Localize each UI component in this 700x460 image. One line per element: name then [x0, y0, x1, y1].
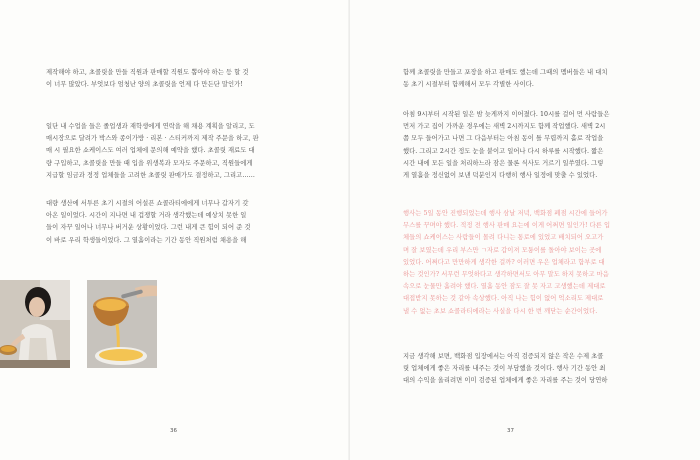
left-paragraph-3: 대량 생산에 서투른 초기 시절의 어설픈 쇼콜라티에에게 너무나 갑자기 갖 아온 일이었다. 시간이 지나면 내 겁쟁할 거라 생각했는데 예상치 못한 일 들이 자꾸 일어나 너무나 버거운 상황이었다. 그런 내게 큰 힘이 되어 준 것 이 바로 우리 학생들이었다. 그 열흘이라는 기간 동안 직원처럼 채용을 해 — [46, 200, 251, 244]
photo-pouring-saucepan — [87, 280, 157, 368]
right-paragraph-2: 아침 9시부터 시작된 일은 밤 늦게까지 이어졌다. 10시를 걸어 먼 사람들은 먼저 가고 집이 가까운 경우에는 새벽 2시까지도 함께 작업했다. 새벽 2시 쯤 모두 들어가고 나면 그 다음부터는 아침 동이 틀 무렵까지 홀로 작업을 했다. 그리고 2시간 정도 눈을 붙이고 일어나 다시 하루를 시작했다. 짧은 시간 내에 모든 일을 처리하느라 잠은 물론 식사도 거르기 일쑤였다. 그렇 게 열흘을 정신없이 보낸 덕분인지 다행히 행사 일정에 맞출 수 있었다. — [403, 111, 610, 180]
photo-woman-cooking — [0, 280, 70, 368]
page-number-left: 36 — [170, 428, 177, 434]
right-paragraph-1: 함께 초콜릿을 만들고 포장을 하고 판매도 했는데 그때의 멤버들은 내 대치 동 초기 시절부터 함께해서 모두 각별한 사이다. — [403, 69, 608, 89]
right-paragraph-highlighted: 행사는 5일 동안 진행되었는데 행사 삼날 저녁, 백화점 폐점 시간에 들어가 무스를 꾸며야 했다. 적정 전 행사 판매 요는에 이게 어쩌면 일인가! 다른 입 체들의 쇼케이스는 사람들이 몰려 다니는 통로에 있었고 배치되어 오고가 며 잘 보였는데 우리 부스만 ㄱ자로 갑이져 모퉁이를 돌아야 보이는 곳에 있었다. 어쩌다고 만만하게 생각한 걸까? 이러면 우은 업체라고 함부로 대 하는 것인가? 서무런 무엇하다고 생각하면서도 아무 말도 하지 못하고 마음 속으로 눈물만 흘려야 했다. 열흘 동안 잠도 잘 못 자고 고생했는데 제대로 대접받지 못하는 것 같아 속상했다. 아직 나는 힘이 없어 억소리도 제대로 낼 수 없는 초보 쇼콜라티에라는 사실을 다시 한 번 깨닫는 순간이었다. — [403, 210, 611, 315]
woman-cooking-illustration — [0, 280, 70, 368]
left-paragraph-1: 제작해야 하고, 초콜릿을 만들 직원과 판매할 직원도 뽑아야 하는 등 할 것 이 너무 많았다. 부엇보다 엄청난 양의 초콜릿을 언제 다 만든단 말인가! — [46, 69, 249, 89]
pouring-saucepan-illustration — [87, 280, 157, 368]
left-paragraph-2: 일단 내 수업을 들은 졸업생과 재학생에게 연락을 해 채용 계획을 알리고, 도 매시장으로 달려가 박스와 종이가방 · 리본 · 스티커까지 제작 주문을 하고, 판 매 시 필요한 쇼케이스도 여러 업체에 문의해 예약을 했다. 초콜릿 재료도 대 량 구입하고, 초콜릿을 만들 때 입을 위생복과 모자도 주문하고, 직원들에게 지급할 임금과 정정 업체들을 고려한 초콜릿 판매가도 결정하고, 그리고…… — [46, 123, 259, 179]
page-number-right: 37 — [507, 428, 514, 434]
right-paragraph-4: 지금 생각해 보면, 백화점 입장에서는 아직 검증되지 않은 작은 수제 초콜 릿 업체에게 좋은 자리를 내주는 것이 부담했을 것이다. 행사 기간 동안 최 대의 수익을 올리려면 이미 검증된 업체에게 좋은 자리를 주는 것이 당연하 — [403, 353, 608, 385]
